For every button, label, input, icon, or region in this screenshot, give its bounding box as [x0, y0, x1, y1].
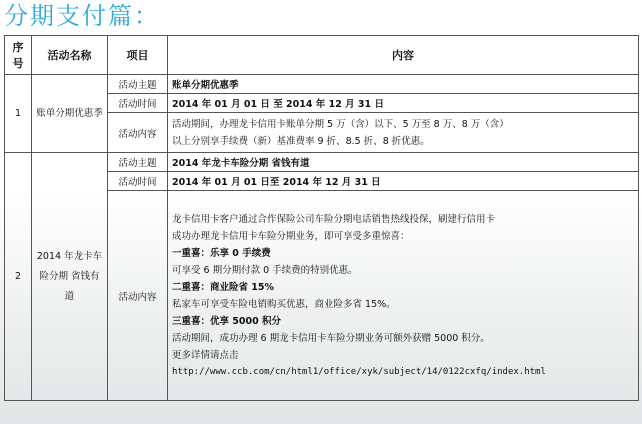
item-content	[168, 113, 639, 153]
content-heading: 一重喜：乐享 0 手续费	[172, 247, 271, 259]
content-line: 成功办理龙卡信用卡车险分期业务，即可享受多重惊喜：	[172, 230, 410, 242]
content-line: 以上分别享手续费（新）基准费率 9 折、8.5 折、8 折优惠。	[172, 135, 430, 147]
item-label: 活动时间	[108, 94, 168, 113]
activity-name: 账单分期优惠季	[32, 75, 108, 153]
activity-name: 2014 年龙卡车险分期 省钱有道	[32, 153, 108, 401]
item-label: 活动内容	[108, 191, 168, 401]
content-line: 活动期间，办理龙卡信用卡账单分期 5 万（含）以下、5 万至 8 万、8 万（含）	[172, 118, 509, 130]
content-line: 私家车可享受车险电销购买优惠，商业险多省 15%。	[172, 298, 396, 310]
content-line: 活动期间，成功办理 6 期龙卡信用卡车险分期业务可额外获赠 5000 积分。	[172, 332, 490, 344]
content-heading: 二重喜：商业险省 15%	[172, 281, 275, 293]
item-content: 2014 年 01 月 01 日至 2014 年 12 月 31 日	[168, 172, 639, 191]
content-line: 可享受 6 期分期付款 0 手续费的特别优惠。	[172, 264, 358, 276]
item-label: 活动内容	[108, 113, 168, 153]
item-label: 活动主题	[108, 153, 168, 172]
row-seq: 2	[5, 153, 32, 401]
item-content: 账单分期优惠季	[168, 75, 639, 94]
table-row	[5, 75, 639, 94]
item-content: 2014 年 01 月 01 日 至 2014 年 12 月 31 日	[168, 94, 639, 113]
header-content: 内容	[168, 36, 639, 75]
table-header-row	[5, 36, 639, 75]
item-label: 活动时间	[108, 172, 168, 191]
content-line: 更多详情请点击	[172, 349, 239, 361]
header-name: 活动名称	[32, 36, 108, 75]
content-line: 龙卡信用卡客户通过合作保险公司车险分期电话销售热线投保，刷建行信用卡	[172, 213, 496, 225]
header-seq: 序号	[5, 36, 32, 75]
table-row	[5, 153, 639, 172]
page-title: 分期支付篇：	[4, 2, 160, 30]
promotion-table	[4, 35, 639, 401]
header-item: 项目	[108, 36, 168, 75]
item-content: 2014 年龙卡车险分期 省钱有道	[168, 153, 639, 172]
item-label: 活动主题	[108, 75, 168, 94]
item-content	[168, 191, 639, 401]
content-heading: 三重喜：优享 5000 积分	[172, 315, 282, 327]
row-seq: 1	[5, 75, 32, 153]
details-link[interactable]: http://www.ccb.com/cn/html1/office/xyk/subject/14/0122cxfq/index.html	[172, 366, 546, 377]
